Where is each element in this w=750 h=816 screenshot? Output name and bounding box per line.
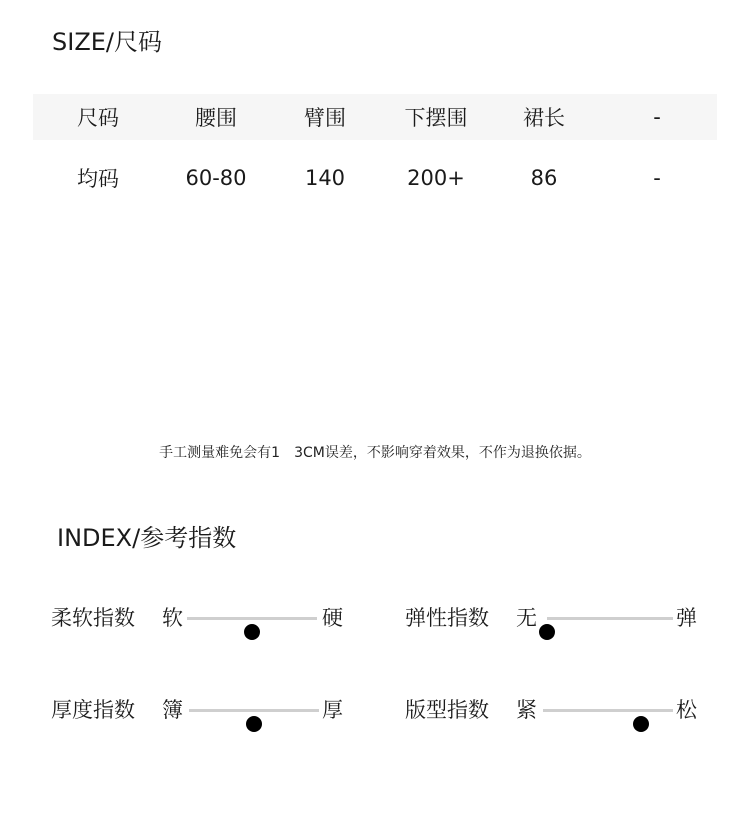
cell-waist: 60-80: [185, 166, 247, 190]
index-fit: [405, 695, 705, 725]
index-track: [187, 617, 317, 620]
cell-size: 均码: [77, 167, 119, 191]
header-size: 尺码: [77, 106, 119, 130]
index-label: 弹性指数: [405, 606, 489, 630]
index-right-end: 松: [676, 698, 697, 722]
measurement-note: 手工测量难免会有1 3CM误差，不影响穿着效果，不作为退换依据。: [159, 445, 591, 461]
index-track: [543, 709, 673, 712]
table-row: [33, 140, 717, 216]
index-left-end: 软: [162, 606, 183, 630]
header-waist: 腰围: [195, 106, 237, 130]
cell-hem: 200+: [407, 166, 465, 190]
index-track: [547, 617, 673, 620]
size-section-title: SIZE/尺码: [52, 28, 163, 56]
header-hem: 下摆围: [404, 106, 468, 130]
size-table: [33, 94, 717, 216]
index-right-end: 弹: [676, 606, 697, 630]
index-label: 厚度指数: [51, 698, 135, 722]
index-right-end: 厚: [322, 698, 343, 722]
index-right-end: 硬: [322, 606, 343, 630]
header-empty: -: [653, 105, 661, 129]
index-thickness: [51, 695, 351, 725]
index-knob: [633, 716, 649, 732]
index-knob: [539, 624, 555, 640]
index-label: 柔软指数: [51, 606, 135, 630]
index-elasticity: [405, 603, 705, 633]
index-section-title: INDEX/参考指数: [57, 524, 237, 552]
index-knob: [244, 624, 260, 640]
index-softness: [51, 603, 351, 633]
index-left-end: 紧: [516, 698, 537, 722]
index-label: 版型指数: [405, 698, 489, 722]
cell-arm: 140: [304, 166, 346, 190]
cell-empty: -: [653, 166, 661, 190]
header-arm: 臂围: [304, 106, 346, 130]
index-left-end: 无: [516, 606, 537, 630]
index-knob: [246, 716, 262, 732]
cell-skirt-length: 86: [530, 166, 558, 190]
size-table-header-row: [33, 94, 717, 140]
header-skirt-length: 裙长: [523, 106, 565, 130]
index-left-end: 簿: [162, 698, 183, 722]
index-track: [189, 709, 319, 712]
